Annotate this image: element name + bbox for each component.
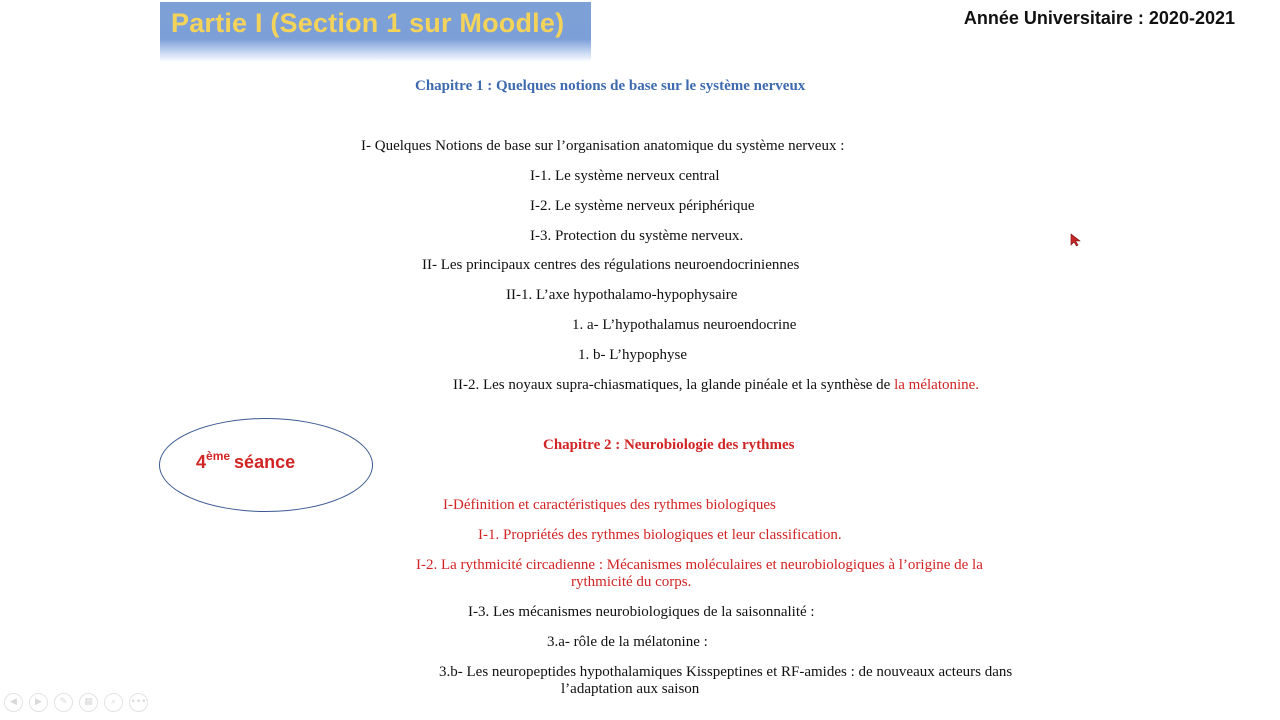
slideshow-toolbar <box>4 693 148 712</box>
session-label <box>196 449 295 473</box>
outline-item: II-1. L’axe hypothalamo-hypophysaire <box>506 287 738 303</box>
zoom-icon[interactable]: ⌕ <box>104 693 123 712</box>
outline-item-ii2-text: II-2. Les noyaux supra-chiasmatiques, la glande pinéale et la synthèse de <box>453 377 895 393</box>
session-word: séance <box>234 452 296 472</box>
outline-item: I-1. Le système nerveux central <box>530 168 720 184</box>
next-icon[interactable]: ▶ <box>29 693 48 712</box>
outline-item: I-3. Les mécanismes neurobiologiques de la saisonnalité : <box>468 604 815 620</box>
outline-item: 3.a- rôle de la mélatonine : <box>547 634 708 650</box>
title-banner <box>160 2 591 62</box>
outline-item: I-2. La rythmicité circadienne : Mécanismes moléculaires et neurobiologiques à l’origine de la <box>416 557 983 573</box>
session-number-suffix: ème <box>206 449 231 463</box>
outline-item: 1. a- L’hypothalamus neuroendocrine <box>572 317 797 333</box>
more-icon[interactable]: ••• <box>129 693 148 712</box>
chapter-2-title: Chapitre 2 : Neurobiologie des rythmes <box>543 437 795 453</box>
session-number: 4 <box>196 452 207 472</box>
outline-item: I-1. Propriétés des rythmes biologiques et leur classification. <box>478 527 842 543</box>
outline-item: I-2. Le système nerveux périphérique <box>530 198 755 214</box>
outline-item: rythmicité du corps. <box>571 574 692 590</box>
outline-item: 1. b- L’hypophyse <box>578 347 688 363</box>
pen-icon[interactable]: ✎ <box>54 693 73 712</box>
slides-icon[interactable]: ▦ <box>79 693 98 712</box>
academic-year: Année Universitaire : 2020-2021 <box>963 8 1235 28</box>
banner-title: Partie I (Section 1 sur Moodle) <box>171 8 565 38</box>
outline-item: I- Quelques Notions de base sur l’organisation anatomique du système nerveux : <box>361 138 845 154</box>
prev-icon[interactable]: ◀ <box>4 693 23 712</box>
session-badge <box>159 418 373 512</box>
outline-item: I-3. Protection du système nerveux. <box>530 228 744 244</box>
mouse-pointer-icon <box>1070 233 1082 247</box>
melatonin-highlight: la mélatonine. <box>894 377 980 393</box>
outline-item-ii2 <box>453 377 979 394</box>
outline-item: l’adaptation aux saison <box>561 681 700 697</box>
chapter-1-title: Chapitre 1 : Quelques notions de base sur le système nerveux <box>415 78 806 94</box>
outline-item: II- Les principaux centres des régulations neuroendocriniennes <box>422 257 800 273</box>
outline-item: I-Définition et caractéristiques des rythmes biologiques <box>443 497 776 513</box>
outline-item: 3.b- Les neuropeptides hypothalamiques Kisspeptines et RF-amides : de nouveaux acteurs dans <box>439 664 1013 680</box>
